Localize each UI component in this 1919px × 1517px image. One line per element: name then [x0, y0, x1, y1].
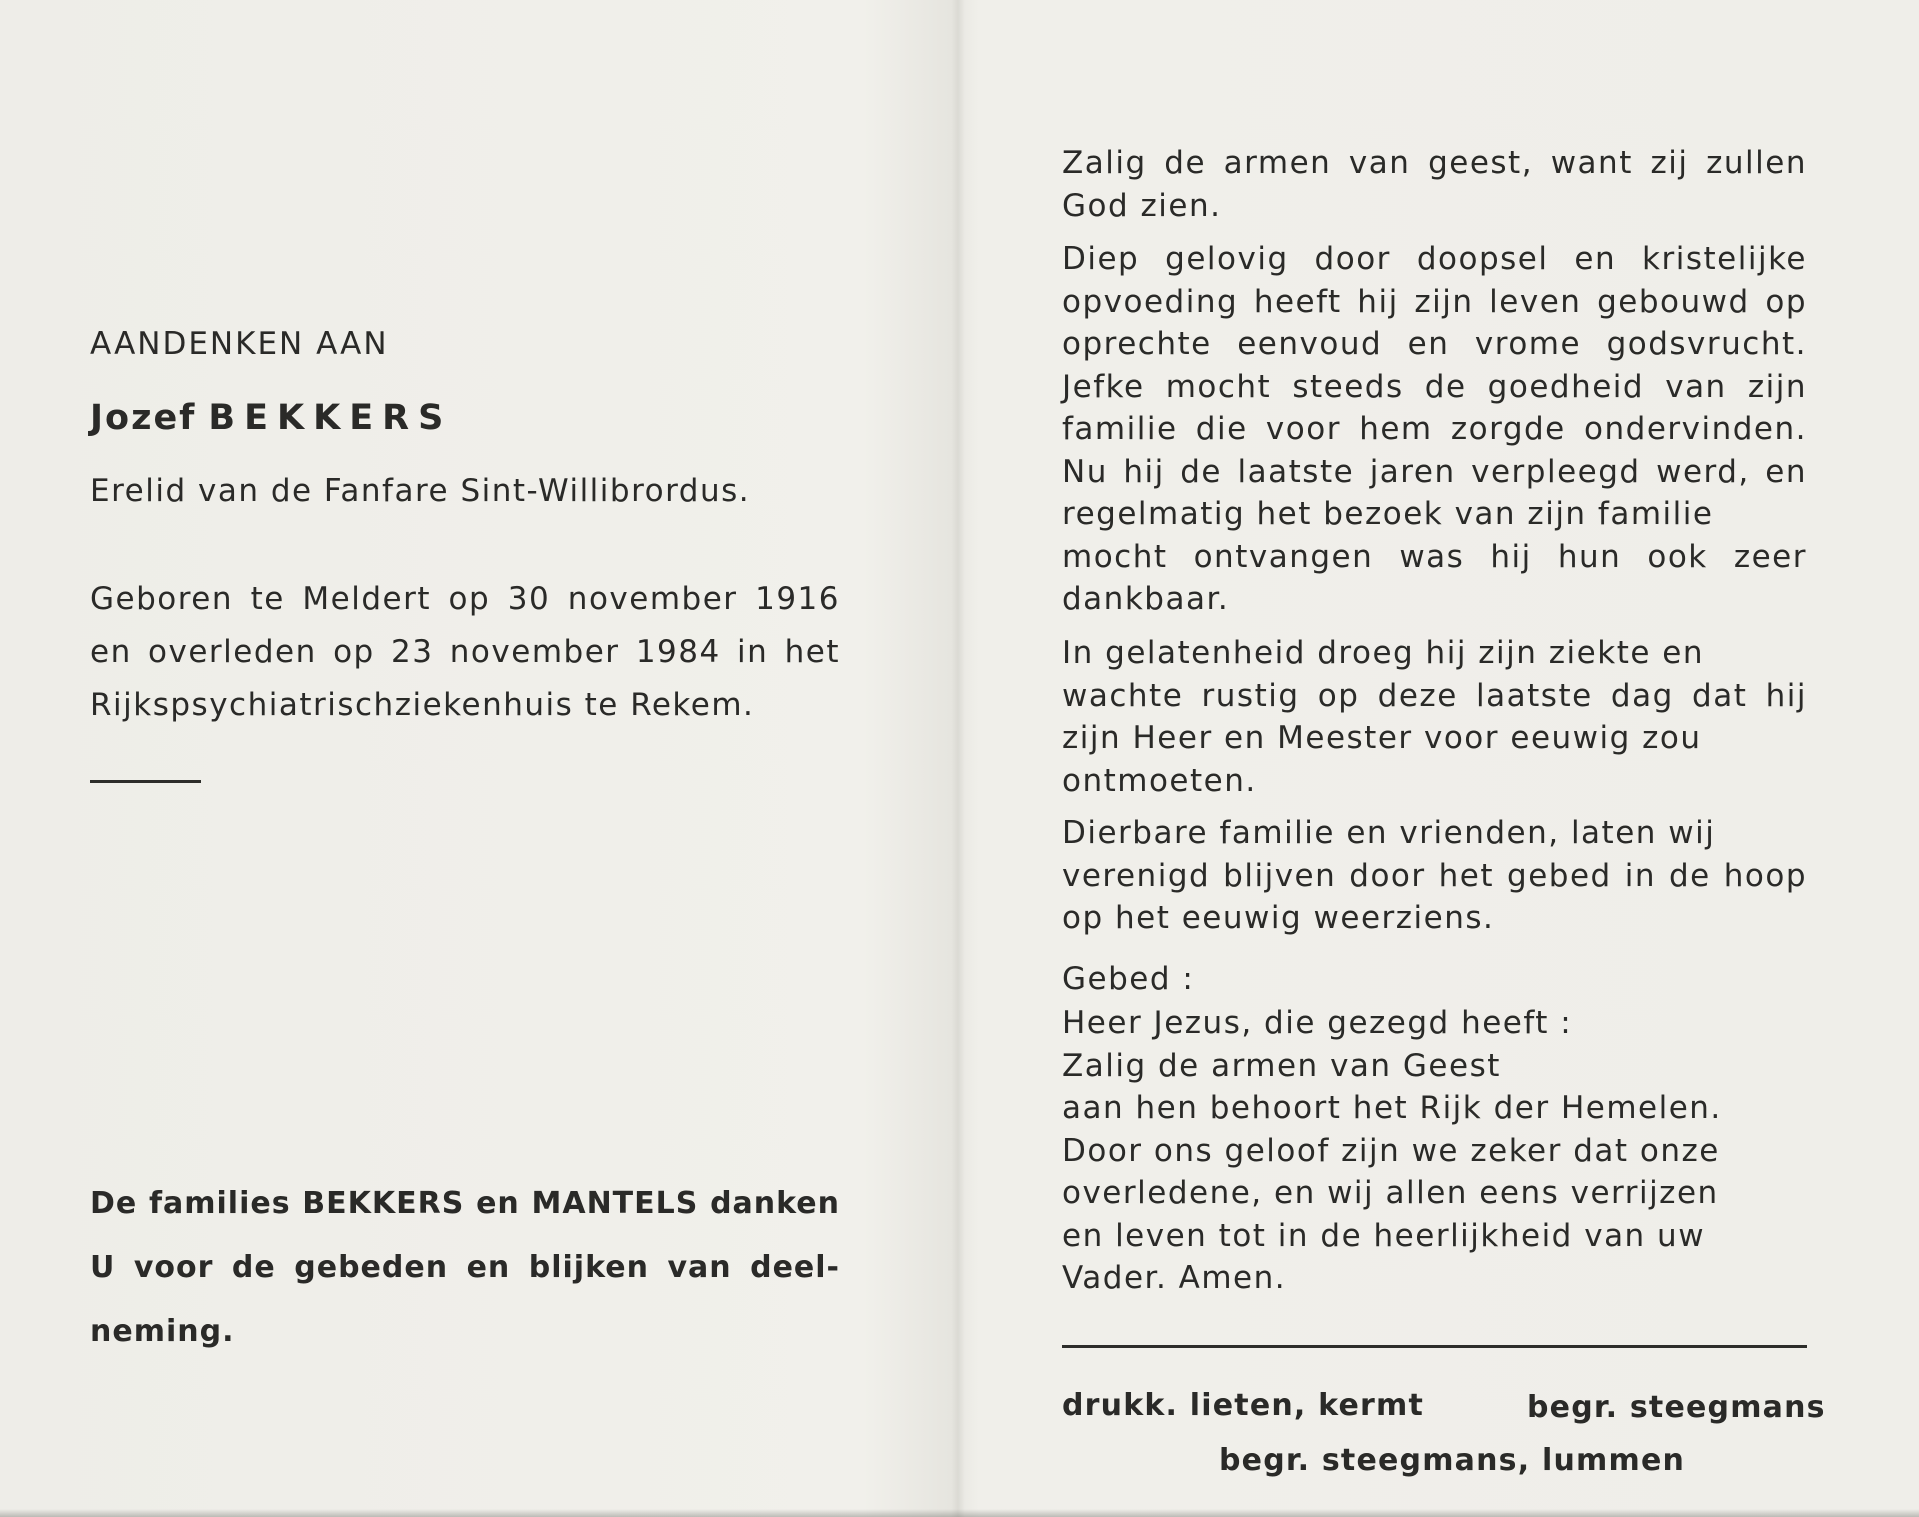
- prayer-text: [1062, 1002, 1807, 1300]
- text-line: oprechte eenvoud en vrome godsvrucht.: [1062, 326, 1807, 362]
- left-panel: [90, 0, 850, 1517]
- printer-credit: drukk. lieten, kermt: [1062, 1388, 1425, 1423]
- text-line: regelmatig het bezoek van zijn familie: [1062, 496, 1714, 532]
- text-line: familie die voor hem zorgde ondervinden.: [1062, 411, 1807, 447]
- family-thanks: [90, 1172, 840, 1364]
- text-line: God zien.: [1062, 187, 1222, 224]
- text-line: zijn Heer en Meester voor eeuwig zou: [1062, 720, 1702, 756]
- text-line: Nu hij de laatste jaren verpleegd werd, en: [1062, 453, 1807, 490]
- text-line: mocht ontvangen was hij hun ook zeer: [1062, 538, 1807, 575]
- short-divider: [90, 780, 201, 783]
- text-line: op het eeuwig weerziens.: [1062, 900, 1495, 936]
- illness-paragraph: [1062, 632, 1807, 802]
- death-line: en overleden op 23 november 1984 in het: [90, 634, 840, 670]
- place-line: Rijkspsychiatrischziekenhuis te Rekem.: [90, 687, 755, 723]
- deceased-name: [90, 397, 452, 439]
- prayer-line: aan hen behoort het Rijk der Hemelen.: [1062, 1090, 1722, 1126]
- birth-death-details: [90, 578, 840, 726]
- text-line: wachte rustig op deze laatste dag dat hij: [1062, 677, 1807, 714]
- life-paragraph: [1062, 238, 1807, 621]
- birth-line: Geboren te Meldert op 30 november 1916: [90, 581, 840, 617]
- first-name: Jozef: [90, 398, 197, 438]
- beatitude-paragraph: [1062, 142, 1807, 227]
- undertaker-credit: begr. steegmans: [1527, 1390, 1826, 1425]
- prayer-line: Vader. Amen.: [1062, 1260, 1287, 1296]
- thanks-line: U voor de gebeden en blijken van deel-: [90, 1250, 840, 1285]
- text-line: Jefke mocht steeds de goedheid van zijn: [1062, 368, 1807, 405]
- text-line: Dierbare familie en vrienden, laten wij: [1062, 815, 1716, 851]
- long-divider: [1062, 1345, 1807, 1348]
- text-line: opvoeding heeft hij zijn leven gebouwd op: [1062, 283, 1807, 320]
- prayer-line: overledene, en wij allen eens verrijzen: [1062, 1175, 1719, 1211]
- prayer-title: Gebed :: [1062, 961, 1195, 997]
- text-line: In gelatenheid droeg hij zijn ziekte en: [1062, 635, 1704, 671]
- thanks-line: De families BEKKERS en MANTELS danken: [90, 1186, 840, 1221]
- undertaker-location: begr. steegmans, lummen: [1219, 1443, 1686, 1478]
- right-panel: [1062, 0, 1826, 1517]
- honorary-membership: Erelid van de Fanfare Sint-Willibrordus.: [90, 473, 751, 509]
- prayer-line: Heer Jezus, die gezegd heeft :: [1062, 1005, 1573, 1041]
- card-fold: [951, 0, 965, 1517]
- text-line: Diep gelovig door doopsel en kristelijke: [1062, 241, 1807, 277]
- text-line: ontmoeten.: [1062, 762, 1257, 799]
- text-line: verenigd blijven door het gebed in de hoop: [1062, 857, 1807, 894]
- text-line: Zalig de armen van geest, want zij zullen: [1062, 145, 1807, 181]
- thanks-line: neming.: [90, 1314, 235, 1349]
- prayer-line: Zalig de armen van Geest: [1062, 1047, 1501, 1084]
- farewell-paragraph: [1062, 812, 1807, 940]
- prayer-line: en leven tot in de heerlijkheid van uw: [1062, 1217, 1706, 1254]
- heading: AANDENKEN AAN: [90, 326, 389, 362]
- card-bottom-edge: [0, 1509, 1919, 1517]
- prayer-line: Door ons geloof zijn we zeker dat onze: [1062, 1132, 1720, 1169]
- surname: BEKKERS: [208, 398, 453, 438]
- text-line: dankbaar.: [1062, 581, 1230, 617]
